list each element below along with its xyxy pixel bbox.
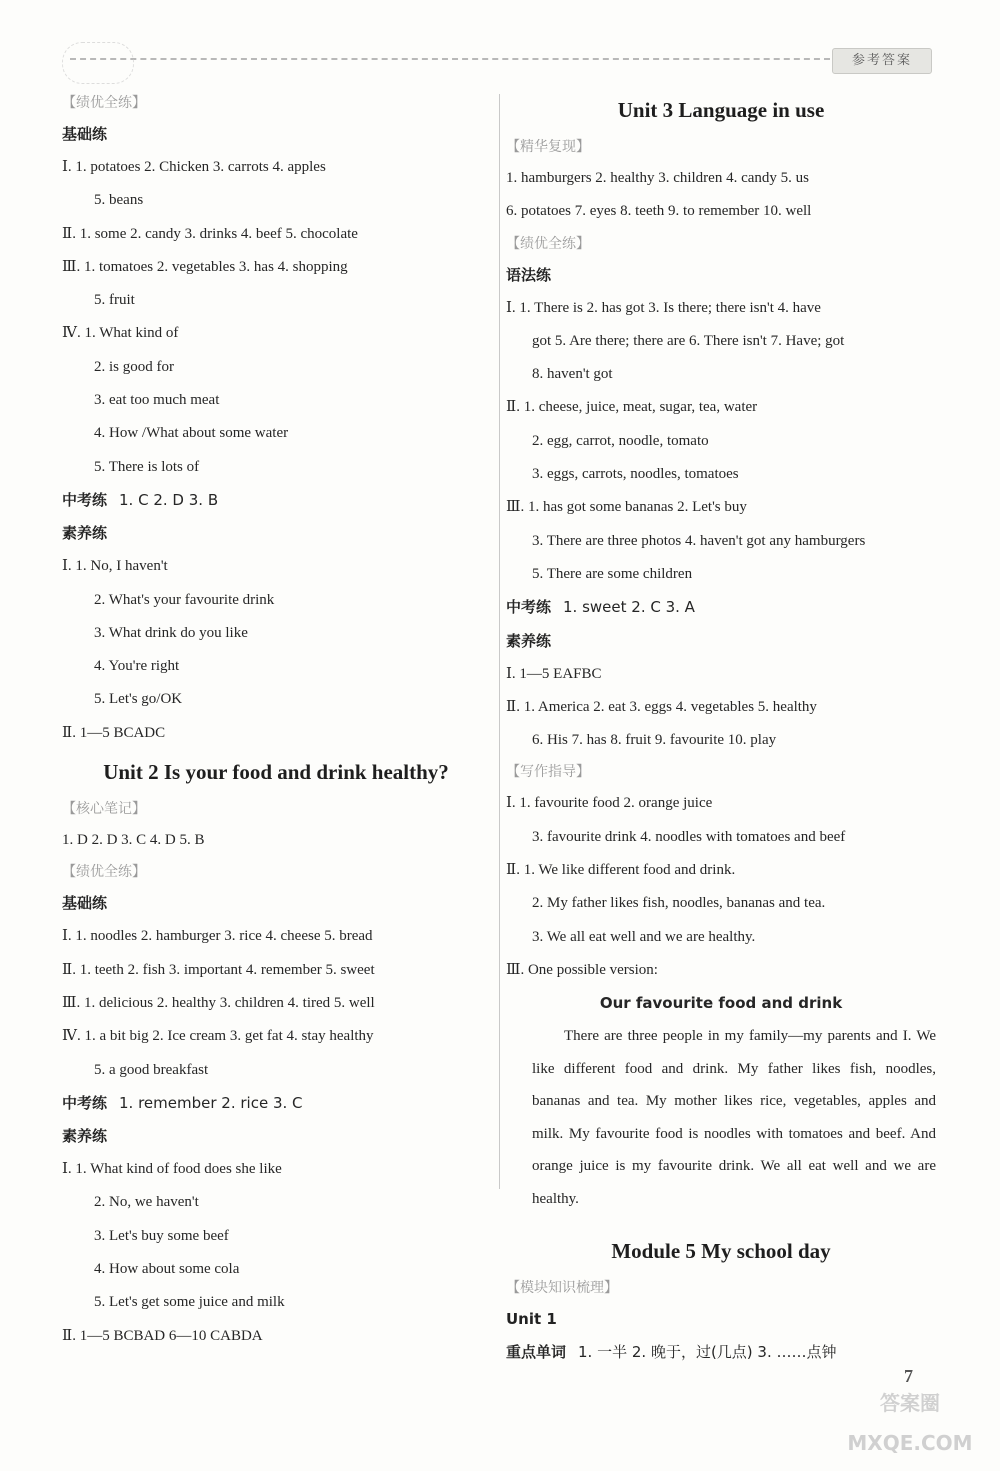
answer-line: 5. a good breakfast [94, 1061, 209, 1078]
answer-line: 1. hamburgers 2. healthy 3. children 4. candy 5. us [506, 170, 809, 186]
subsection-heading: Unit 1 [506, 1310, 557, 1329]
unit-title: Unit 3 Language in use [617, 98, 825, 122]
answer-line: 6. potatoes 7. eyes 8. teeth 9. to remember 10. well [506, 203, 812, 220]
page-number: 7 [904, 1366, 913, 1386]
header-rule [70, 58, 830, 60]
answer-text: 1. remember 2. rice 3. C [119, 1093, 303, 1112]
answer-text: 1. 一半 2. 晚于，过(几点) 3. ……点钟 [578, 1343, 837, 1362]
answer-line: Ⅰ. 1. favourite food 2. orange juice [506, 795, 713, 812]
answer-line: Ⅰ. 1. What kind of food does she like [62, 1161, 282, 1178]
watermark-logo: 答案圈 MXQE.COM [847, 1391, 973, 1455]
answer-line: Ⅰ. 1. noodles 2. hamburger 3. rice 4. cheese 5. bread [62, 928, 373, 945]
answer-line: Ⅰ. 1. potatoes 2. Chicken 3. carrots 4. apples [62, 159, 326, 175]
answer-label: 中考练 [62, 490, 108, 509]
answer-line: Ⅳ. 1. a bit big 2. Ice cream 3. get fat 4. stay healthy [62, 1028, 374, 1045]
answer-line: 5. Let's get some juice and milk [94, 1294, 285, 1311]
answer-line: Ⅰ. 1—5 EAFBC [506, 665, 602, 682]
answer-line: 3. There are three photos 4. haven't got any hamburgers [532, 532, 866, 549]
answer-line: 6. His 7. has 8. fruit 9. favourite 10. play [532, 732, 777, 749]
answer-line: 2. is good for [94, 358, 174, 375]
answer-label: 中考练 [62, 1093, 108, 1112]
section-tag: 【绩优全练】 [62, 95, 146, 111]
answer-line: got 5. Are there; there are 6. There isn't 7. Have; got [532, 332, 845, 349]
answer-line: Ⅱ. 1. cheese, juice, meat, sugar, tea, water [506, 399, 758, 416]
answer-text: 1. sweet 2. C 3. A [563, 598, 695, 617]
section-tag: 【精华复现】 [506, 139, 590, 155]
answer-line: 2. No, we haven't [94, 1194, 199, 1211]
answer-line: 3. favourite drink 4. noodles with tomatoes and beef [532, 828, 846, 845]
answer-line: Ⅲ. 1. tomatoes 2. vegetables 3. has 4. shopping [62, 258, 348, 275]
answer-line: 1. D 2. D 3. C 4. D 5. B [62, 832, 205, 849]
section-tag: 【核心笔记】 [62, 801, 146, 818]
answer-line: 8. haven't got [532, 366, 613, 383]
answer-line: Ⅰ. 1. There is 2. has got 3. Is there; there isn't 4. have [506, 299, 821, 316]
subsection-heading: 素养练 [62, 1127, 108, 1146]
right-column [506, 88, 936, 1370]
answer-line: 3. We all eat well and we are healthy. [532, 928, 756, 945]
section-tag: 【绩优全练】 [506, 235, 590, 252]
subsection-heading: 基础练 [62, 894, 108, 913]
answer-line: 2. What's your favourite drink [94, 591, 275, 608]
answer-line: 2. My father likes fish, noodles, bananas and tea. [532, 895, 826, 912]
answer-line: 4. You're right [94, 658, 180, 675]
answer-line: 2. egg, carrot, noodle, tomato [532, 432, 709, 449]
answer-line: Ⅱ. 1. America 2. eat 3. eggs 4. vegetables 5. healthy [506, 698, 817, 715]
answer-line: 5. There is lots of [94, 458, 200, 475]
unit-title: Module 5 My school day [611, 1239, 831, 1264]
answer-line: 3. eat too much meat [94, 392, 220, 409]
answer-line [62, 484, 490, 517]
answer-line: Ⅲ. One possible version: [506, 961, 658, 978]
subsection-heading: 素养练 [62, 524, 108, 543]
section-tag: 【写作指导】 [506, 764, 590, 781]
answer-line: Ⅳ. 1. What kind of [62, 325, 179, 342]
answer-label: 重点单词 [506, 1343, 567, 1362]
answer-line [506, 1336, 936, 1369]
corner-stamp [62, 42, 134, 84]
section-tag: 【模块知识梳理】 [506, 1280, 618, 1297]
subsection-heading: 基础练 [62, 125, 108, 143]
answer-line: Ⅱ. 1—5 BCBAD 6—10 CABDA [62, 1327, 263, 1344]
answer-line: 5. Let's go/OK [94, 691, 183, 708]
answer-line: 4. How /What about some water [94, 425, 289, 442]
answer-line: Ⅱ. 1. some 2. candy 3. drinks 4. beef 5. chocolate [62, 225, 358, 242]
answer-line: 4. How about some cola [94, 1261, 240, 1278]
answer-line: Ⅲ. 1. has got some bananas 2. Let's buy [506, 499, 747, 516]
header-tab: 参考答案 [832, 48, 932, 74]
answer-line: Ⅰ. 1. No, I haven't [62, 558, 168, 575]
section-tag: 【绩优全练】 [62, 864, 146, 881]
answer-line: Ⅱ. 1. teeth 2. fish 3. important 4. remember 5. sweet [62, 961, 375, 978]
unit-title: Unit 2 Is your food and drink healthy? [103, 760, 449, 785]
answer-line: Ⅱ. 1—5 BCADC [62, 724, 166, 741]
answer-line: 5. fruit [94, 292, 135, 309]
answer-line [62, 1087, 490, 1120]
answer-line: 5. beans [94, 192, 144, 209]
answer-line: 3. eggs, carrots, noodles, tomatoes [532, 466, 739, 483]
subsection-heading: 语法练 [506, 265, 552, 284]
essay-paragraph: There are three people in my family—my parents and I. We like different food and drink. My father likes fish, noodles, bananas and tea. My mother likes rice, vegetables, apples and milk. My favourite food is noodles with tomatoes and beef. And orange juice is my favourite drink. We all eat well and we are healthy. [532, 1028, 936, 1207]
essay-title: Our favourite food and drink [599, 994, 843, 1013]
answer-label: 中考练 [506, 598, 552, 617]
answer-line: 3. What drink do you like [94, 624, 248, 641]
subsection-heading: 素养练 [506, 631, 552, 650]
answer-line [506, 591, 936, 624]
answer-line: Ⅱ. 1. We like different food and drink. [506, 862, 736, 879]
answer-text: 1. C 2. D 3. B [119, 490, 219, 509]
answer-line: 3. Let's buy some beef [94, 1227, 229, 1244]
answer-line: 5. There are some children [532, 565, 693, 582]
column-divider [499, 94, 500, 1189]
spacer [506, 1215, 936, 1229]
answer-line: Ⅲ. 1. delicious 2. healthy 3. children 4. tired 5. well [62, 994, 375, 1011]
left-column [62, 88, 490, 1353]
